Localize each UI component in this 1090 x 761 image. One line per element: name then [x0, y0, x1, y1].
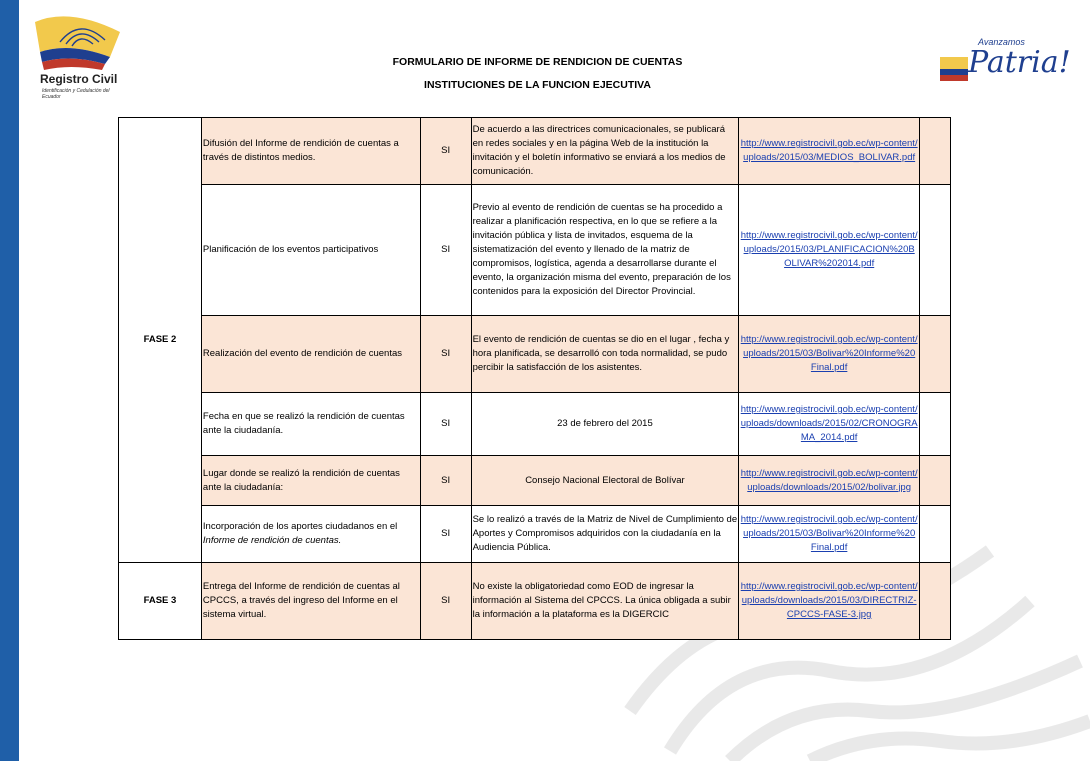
- status-cell: SI: [420, 393, 471, 456]
- description-cell: No existe la obligatoriedad como EOD de ingresar la información al Sistema del CPCCS. La única obligada a subir la información a la plataforma es la DIGERCIC: [471, 563, 739, 640]
- status-cell: SI: [420, 118, 471, 185]
- description-cell: El evento de rendición de cuentas se dio en el lugar , fecha y hora planificada, se desarrolló con toda normalidad, se pudo percibir la satisfacción de los asistentes.: [471, 316, 739, 393]
- status-cell: SI: [420, 456, 471, 506]
- table-row: [119, 393, 951, 456]
- table-row: [119, 506, 951, 563]
- status-cell: SI: [420, 185, 471, 316]
- registro-civil-name: Registro Civil: [40, 72, 118, 86]
- activity-cell: Realización del evento de rendición de cuentas: [201, 316, 420, 393]
- description-cell: Previo al evento de rendición de cuentas se ha procedido a realizar a planificación respectiva, en lo que se refiere a la invitación pública y lista de invitados, esquema de la sistematización del evento y llenado de la matriz de compromisos, logística, agenda a desarrollarse durante el evento, la organización misma del evento, preparación de los contenidos para la exposición del Director Provincial.: [471, 185, 739, 316]
- description-cell: Consejo Nacional Electoral de Bolívar: [471, 456, 739, 506]
- evidence-link[interactable]: http://www.registrocivil.gob.ec/wp-content/uploads/2015/03/MEDIOS_BOLIVAR.pdf: [739, 118, 920, 185]
- empty-cell: [920, 456, 951, 506]
- activity-cell: Difusión del Informe de rendición de cuentas a través de distintos medios.: [201, 118, 420, 185]
- left-accent-bar: [0, 0, 19, 761]
- form-title: FORMULARIO DE INFORME DE RENDICION DE CUENTAS: [392, 56, 683, 68]
- evidence-link[interactable]: http://www.registrocivil.gob.ec/wp-content/uploads/downloads/2015/02/bolivar.jpg: [739, 456, 920, 506]
- phase-cell: FASE 2: [119, 118, 202, 563]
- patria-slogan-small: Avanzamos: [978, 37, 1025, 47]
- evidence-link[interactable]: http://www.registrocivil.gob.ec/wp-content/uploads/2015/03/Bolivar%20Informe%20Final.pdf: [739, 506, 920, 563]
- activity-italic-text: Informe de rendición de cuentas.: [202, 535, 342, 546]
- description-cell: Se lo realizó a través de la Matriz de Nivel de Cumplimiento de Aportes y Compromisos adquiridos con la ciudadanía en la Audiencia Pública.: [471, 506, 739, 563]
- description-cell: De acuerdo a las directrices comunicacionales, se publicará en redes sociales y en la página Web de la institución la invitación y el boletín informativo se enviará a los medios de comunicación.: [471, 118, 739, 185]
- table-row: [119, 118, 951, 185]
- status-cell: SI: [420, 506, 471, 563]
- patria-slogan-big: Patria!: [968, 45, 1071, 80]
- table-row: [119, 316, 951, 393]
- activity-cell: Fecha en que se realizó la rendición de cuentas ante la ciudadanía.: [201, 393, 420, 456]
- form-subtitle: INSTITUCIONES DE LA FUNCION EJECUTIVA: [424, 79, 651, 91]
- activity-cell: Planificación de los eventos participativos: [201, 185, 420, 316]
- empty-cell: [920, 185, 951, 316]
- table-row: [119, 185, 951, 316]
- evidence-link[interactable]: http://www.registrocivil.gob.ec/wp-content/uploads/2015/03/PLANIFICACION%20BOLIVAR%202014.pdf: [739, 185, 920, 316]
- activity-cell: Lugar donde se realizó la rendición de cuentas ante la ciudadanía:: [201, 456, 420, 506]
- report-table: [118, 117, 951, 640]
- evidence-link[interactable]: http://www.registrocivil.gob.ec/wp-content/uploads/2015/03/Bolivar%20Informe%20Final.pdf: [739, 316, 920, 393]
- activity-cell: [201, 506, 420, 563]
- evidence-link[interactable]: http://www.registrocivil.gob.ec/wp-content/uploads/downloads/2015/03/DIRECTRIZ-CPCCS-FASE-3.jpg: [739, 563, 920, 640]
- activity-cell: Entrega del Informe de rendición de cuentas al CPCCS, a través del ingreso del Informe en el sistema virtual.: [201, 563, 420, 640]
- activity-text: Incorporación de los aportes ciudadanos en el: [202, 521, 398, 532]
- empty-cell: [920, 393, 951, 456]
- empty-cell: [920, 563, 951, 640]
- status-cell: SI: [420, 316, 471, 393]
- table-row: [119, 563, 951, 640]
- evidence-link[interactable]: http://www.registrocivil.gob.ec/wp-content/uploads/downloads/2015/02/CRONOGRAMA_2014.pdf: [739, 393, 920, 456]
- empty-cell: [920, 316, 951, 393]
- registro-civil-tagline: Identificación y Cedulación del Ecuador: [42, 88, 110, 100]
- empty-cell: [920, 118, 951, 185]
- table-row: [119, 456, 951, 506]
- description-cell: 23 de febrero del 2015: [471, 393, 739, 456]
- phase-cell: FASE 3: [119, 563, 202, 640]
- status-cell: SI: [420, 563, 471, 640]
- empty-cell: [920, 506, 951, 563]
